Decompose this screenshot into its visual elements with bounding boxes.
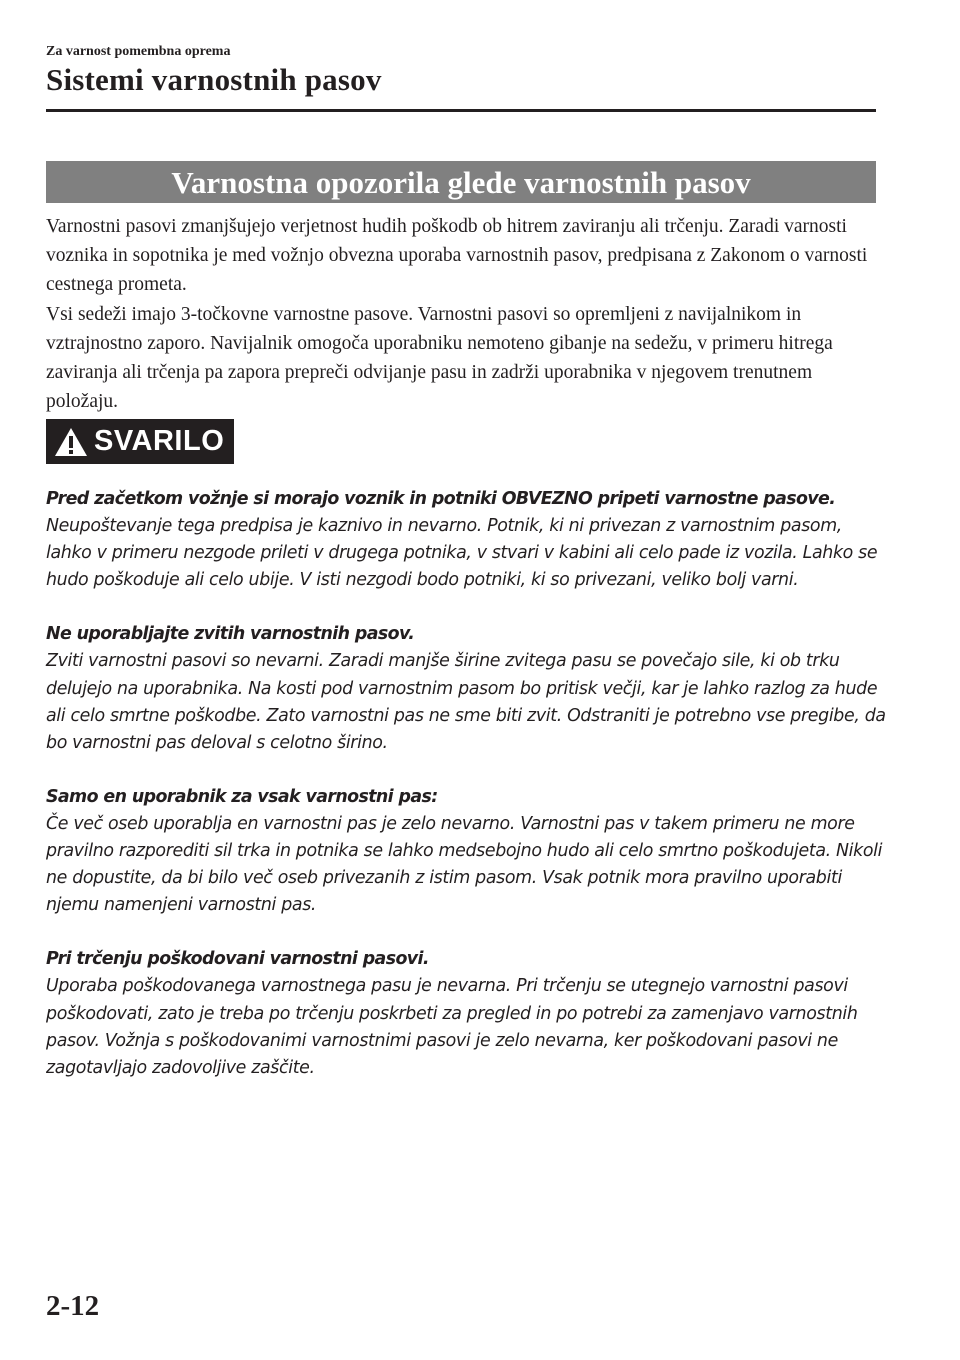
warning-item-body: Neupoštevanje tega predpisa je kaznivo in nevarno. Potnik, ki ni privezan z varnostnim pasom, lahko v primeru nezgode prileti v drugega potnika, v stvari v kabini ali celo pade iz vozila. Lahko se hudo poškoduje ali celo ubije. V isti nezgodi bodo potniki, ki so privezani, veliko bolj varni. [46,516,878,591]
header-divider [46,109,876,112]
page-number: 2-12 [46,1290,100,1322]
intro-paragraph-1: Varnostni pasovi zmanjšujejo verjetnost hudih poškodb ob hitrem zaviranju ali trčenju. Zaradi varnosti voznika in sopotnika je med vožnjo obvezna uporaba varnostnih pasov, predpisana z Zakonom o varnosti cestnega prometa. [46,216,868,296]
warning-item-title: Samo en uporabnik za vsak varnostni pas: [46,786,438,807]
warning-item-body: Če več oseb uporablja en varnostni pas je zelo nevarno. Varnostni pas v takem primeru ne more pravilno razporediti sil trka in potnika se lahko medsebojno hudo ali celo smrtno poškodujeta. Nikoli ne dopustite, da bi bilo več oseb privezanih z istim pasom. Vsak potnik mora pravilno uporabiti njemu namenjeni varnostni pas. [46,813,883,916]
warning-triangle-icon [54,427,88,457]
section-label: Za varnost pomembna oprema [46,44,231,59]
warning-item-body: Zviti varnostni pasovi so nevarni. Zaradi manjše širine zvitega pasu se povečajo sile, ki ob trku delujejo na uporabnika. Na kosti pod varnostnim pasom bo pritisk večji, kar je lahko razlog za hude ali celo smrtne poškodbe. Zato varnostni pas ne sme biti zvit. Odstraniti je potrebno vse pregibe, da bo varnostni pas deloval s celotno širino. [46,651,886,753]
section-banner: Varnostna opozorila glede varnostnih pasov [46,161,876,203]
warning-item [46,621,886,756]
intro-text [46,212,886,416]
warning-item-body: Uporaba poškodovanega varnostnega pasu je nevarna. Pri trčenju se utegnejo varnostni pasovi poškodovati, zato je treba po trčenju poskrbeti za pregled in po potrebi za zamenjavo varnostnih pasov. Vožnja s poškodovanimi varnostnimi pasovi je zelo nevarna, ker poškodovani pasovi ne zagotavljajo zadovoljive zaščite. [46,976,858,1078]
warning-item [46,486,886,594]
page-title: Sistemi varnostnih pasov [46,62,382,97]
warning-item-title: Pri trčenju poškodovani varnostni pasovi. [46,949,429,970]
warning-label: SVARILO [94,425,225,457]
warning-item [46,946,886,1081]
warning-item-title: Pred začetkom vožnje si morajo voznik in potniki OBVEZNO pripeti varnostne pasove. [46,489,836,509]
warning-badge [46,419,234,464]
warning-item-title: Ne uporabljajte zvitih varnostnih pasov. [46,624,415,645]
intro-paragraph-2: Vsi sedeži imajo 3-točkovne varnostne pasove. Varnostni pasovi so opremljeni z navijalnikom in vztrajnostno zaporo. Navijalnik omogoča uporabniku nemoteno gibanje na sedežu, v primeru hitrega zaviranja ali trčenja pa zapora prepreči odvijanje pasu in zadrži uporabnika v njegovem trenutnem položaju. [46,303,833,413]
warning-item [46,784,886,919]
warning-list [46,486,886,1109]
